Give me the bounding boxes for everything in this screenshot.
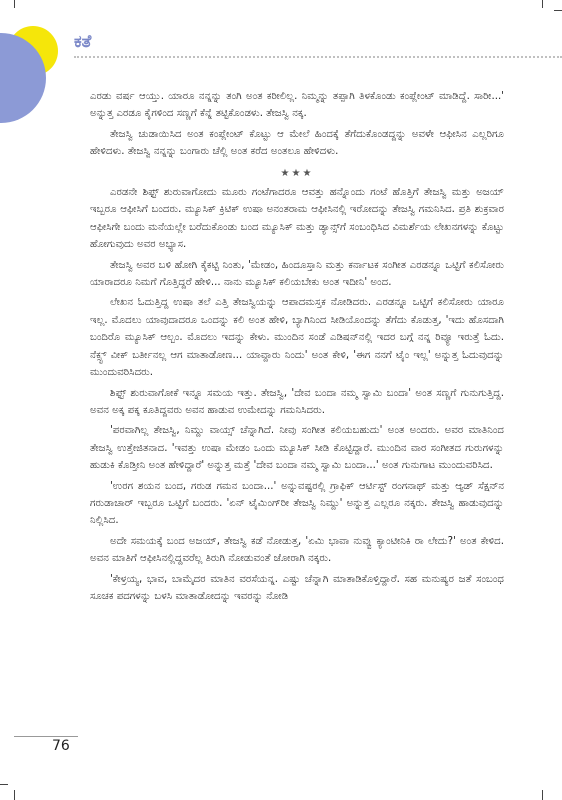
paragraph: ಅದೇ ಸಮಯಕ್ಕೆ ಬಂದ ಅಜಯ್, ತೇಜಸ್ವಿ ಕಡೆ ನೋಡುತ್ತ, 'ಏಮಿ ಭಾವಾ ನುವ್ವು ಕ್ಯಾಂಟೀನಿಕಿ ರಾ ಲೇದು?' ಅಂತ ಕೇಳಿದ. ಅವನ ಮಾತಿಗೆ ಆಫೀಸಿನಲ್ಲಿದ್ದವರೆಲ್ಲ ತಿರುಗಿ ನೋಡುವಂತೆ ಜೋರಾಗಿ ನಕ್ಕರು. bbox=[90, 535, 504, 565]
paragraph: 'ಪರವಾಗಿಲ್ಲ ತೇಜಸ್ವಿ, ನಿಮ್ದು ವಾಯ್ಸ್ ಚೆನ್ನಾಗಿದೆ. ನೀವು ಸಂಗೀತ ಕಲಿಯಬಹುದು' ಅಂತ ಅಂದರು. ಅವರ ಮಾತಿನಿಂದ ತೇಜಸ್ವಿ ಉತ್ತೇಜಿತನಾದ. 'ಇವತ್ತು ಉಷಾ ಮೇಡಂ ಒಂದು ಮ್ಯೂಸಿಕ್ ಸೀಡಿ ಕೊಟ್ಟಿದ್ದಾರೆ. ಮುಂದಿನ ವಾರ ಸಂಗೀತದ ಗುರುಗಳನ್ನು ಹುಡುಕಿ ಕೊಡ್ತೀನಿ ಅಂತ ಹೇಳಿದ್ದಾರೆ' ಅನ್ನುತ್ತ ಮತ್ತೆ 'ದೇವ ಬಂದಾ ನಮ್ಮ ಸ್ವಾಮಿ ಬಂದಾ...' ಅಂತ ಗುನುಗಾಟ ಮುಂದುವರಿಸಿದ. bbox=[90, 425, 504, 472]
paragraph: 'ಉರಗ ಶಯನ ಬಂದ, ಗರುಡ ಗಮನ ಬಂದಾ...' ಅನ್ನುವಷ್ಟರಲ್ಲಿ ಗ್ರಾಫಿಕ್ ಆರ್ಟಿಸ್ಟ್ ರಂಗನಾಥ್ ಮತ್ತು ಆ್ಯಡ್ ಸೆಕ್ಷನ್‌ನ ಗರುಡಾಚಾರ್ ಇಬ್ಬರೂ ಒಟ್ಟಿಗೆ ಬಂದರು. 'ಏನ್ ಟೈಮಿಂಗ್‌ರೀ ತೇಜಸ್ವಿ ನಿಮ್ದು' ಅನ್ನುತ್ತ ಎಲ್ಲರೂ ನಕ್ಕರು. ತೇಜಸ್ವಿ ಹಾಡುವುದನ್ನು ನಿಲ್ಲಿಸಿದ. bbox=[90, 480, 504, 527]
crop-mark-bottom-right bbox=[542, 790, 543, 800]
story-body bbox=[90, 88, 504, 608]
paragraph: ಶಿಫ್ಟ್ ಶುರುವಾಗೋಕೆ ಇನ್ನೂ ಸಮಯ ಇತ್ತು. ತೇಜಸ್ವಿ, 'ದೇವ ಬಂದಾ ನಮ್ಮ ಸ್ವಾಮಿ ಬಂದಾ' ಅಂತ ಸಣ್ಣಗೆ ಗುನುಗುತ್ತಿದ್ದ. ಅವನ ಅಕ್ಕ ಪಕ್ಕ ಕೂತಿದ್ದವರು ಅವನ ಹಾಡುವ ಉಮೇದನ್ನು ಗಮನಿಸಿದರು. bbox=[90, 387, 504, 416]
paragraph: ಲೇಖನ ಓದುತ್ತಿದ್ದ ಉಷಾ ತಲೆ ಎತ್ತಿ ತೇಜಸ್ವಿಯನ್ನು ಆಪಾದಮಸ್ತಕ ನೋಡಿದರು. ಎರಡನ್ನೂ ಒಟ್ಟಿಗೆ ಕಲಿಸೋರು ಯಾರೂ ಇಲ್ಲ. ಮೊದಲು ಯಾವುದಾದರೂ ಒಂದನ್ನು ಕಲಿ ಅಂತ ಹೇಳಿ, ಬ್ಯಾಗಿನಿಂದ ಸೀಡಿಯೊಂದನ್ನು ತೆಗೆದು ಕೊಡುತ್ತ, 'ಇದು ಹೊಸದಾಗಿ ಬಂದಿರೊ ಮ್ಯೂಸಿಕ್ ಆಲ್ಬಂ. ಮೊದಲು ಇದನ್ನು ಕೇಳು. ಮುಂದಿನ ಸಂಡೆ ಎಡಿಷನ್‌ನಲ್ಲಿ ಇದರ ಬಗ್ಗೆ ನನ್ನ ರಿವ್ಯೂ ಇರುತ್ತೆ ಓದು. ನೆಕ್ಸ್ಟ್ ವೀಕ್ ಬರ್ತೀನಲ್ಲ ಆಗ ಮಾತಾಡೋಣ... ಯಾವ್ದಾರು ನಿಂದು' ಅಂತ ಕೇಳಿ, 'ಈಗ ನನಗೆ ಟೈಂ ಇಲ್ಲ' ಅನ್ನುತ್ತ ಓದುವುದನ್ನು ಮುಂದುವರಿಸಿದರು. bbox=[90, 297, 504, 379]
section-title: ಕತೆ bbox=[74, 32, 92, 52]
footer-rule bbox=[14, 736, 78, 737]
crop-mark-bottom-left bbox=[14, 790, 15, 800]
paragraph: 'ಕೇಳ್ರಯ್ಯ, ಭಾವ, ಬಾಮೈದರ ಮಾತಿನ ವರಸೆಯನ್ನ. ಎಷ್ಟು ಚೆನ್ನಾಗಿ ಮಾತಾಡಿಕೊಳ್ತಿದ್ದಾರೆ. ಸಹ ಮನುಷ್ಯರ ಜತೆ ಸಂಬಂಧ ಸೂಚಕ ಪದಗಳನ್ನು ಬಳಸಿ ಮಾತಾಡೋದನ್ನು ಇವರನ್ನು ನೋಡಿ bbox=[90, 573, 504, 602]
page-number: 76 bbox=[52, 738, 70, 754]
section-separator: ★★★ bbox=[280, 167, 314, 179]
crop-mark-left-bottom bbox=[0, 784, 8, 785]
header-dotted-rule bbox=[74, 56, 562, 58]
crop-mark-right-top bbox=[554, 10, 562, 11]
paragraph: ತೇಜಸ್ವಿ ಚುಡಾಯಿಸಿದ ಅಂತ ಕಂಪ್ಲೇಂಟ್ ಕೊಟ್ಟು ಆ ಮೇಲೆ ಹಿಂದಕ್ಕೆ ತೆಗೆದುಕೊಂಡದ್ದನ್ನು ಅವಳೇ ಆಫೀಸಿನ ಎಲ್ಲರಿಗೂ ಹೇಳಿದಳು. ತೇಜಸ್ವಿ ನನ್ನನ್ನು ಬಂಗಾರು ಚೆಲ್ಲಿ ಅಂತ ಕರೆದ ಅಂತಲೂ ಹೇಳಿದಳು. bbox=[90, 128, 504, 158]
paragraph: ಎರಡು ವರ್ಷ ಆಯ್ತು. ಯಾರೂ ನನ್ನನ್ನು ತಂಗಿ ಅಂತ ಕರೀಲಿಲ್ಲ. ನಿಮ್ಮನ್ನು ತಪ್ಪಾಗಿ ತಿಳಕೊಂಡು ಕಂಪ್ಲೇಂಟ್ ಮಾಡಿದ್ದೆ. ಸಾರೀ...' ಅನ್ನುತ್ತ ಎರಡೂ ಕೈಗಳಿಂದ ಸಣ್ಣಗೆ ಕೆನ್ನೆ ತಟ್ಟಿಕೊಂಡಳು. ತೇಜಸ್ವಿ ನಕ್ಕ. bbox=[90, 91, 504, 120]
crop-mark-top-left bbox=[14, 0, 15, 8]
paragraph: ತೇಜಸ್ವಿ ಅವರ ಬಳಿ ಹೋಗಿ ಕೈಕಟ್ಟಿ ನಿಂತು, 'ಮೇಡಂ, ಹಿಂದೂಸ್ತಾನಿ ಮತ್ತು ಕರ್ನಾಟಕ ಸಂಗೀತ ಎರಡನ್ನೂ ಒಟ್ಟಿಗೆ ಕಲಿಸೋರು ಯಾರಾದರೂ ನಿಮಗೆ ಗೊತ್ತಿದ್ದರೆ ಹೇಳಿ... ನಾನು ಮ್ಯೂಸಿಕ್ ಕಲಿಯಬೇಕು ಅಂತ ಇದೀನಿ' ಅಂದ. bbox=[90, 259, 504, 289]
paragraph: ಎರಡನೇ ಶಿಫ್ಟ್ ಶುರುವಾಗೋದು ಮೂರು ಗಂಟೆಗಾದರೂ ಆವತ್ತು ಹನ್ನೊಂದು ಗಂಟೆ ಹೊತ್ತಿಗೆ ತೇಜಸ್ವಿ ಮತ್ತು ಅಜಯ್ ಇಬ್ಬರೂ ಆಫೀಸಿಗೆ ಬಂದರು. ಮ್ಯೂಸಿಕ್ ಕ್ರಿಟಿಕ್ ಉಷಾ ಅನಂತರಾಮ ಆಫೀಸಿನಲ್ಲಿ ಇರೋದನ್ನು ತೇಜಸ್ವಿ ಗಮನಿಸಿದ. ಪ್ರತಿ ಶುಕ್ರವಾರ ಆಫೀಸಿಗೇ ಬಂದು ಮನೆಯಲ್ಲೇ ಬರೆದುಕೊಂಡು ಬಂದ ಮ್ಯೂಸಿಕ್ ಮತ್ತು ಡ್ಯಾನ್ಸ್‌ಗೆ ಸಂಬಂಧಿಸಿದ ವಿಮರ್ಶೆಯ ಲೇಖನಗಳನ್ನು ಕೊಟ್ಟು ಹೋಗುವುದು ಅವರ ಅಭ್ಯಾಸ. bbox=[90, 187, 504, 251]
crop-mark-top-right bbox=[542, 0, 543, 8]
